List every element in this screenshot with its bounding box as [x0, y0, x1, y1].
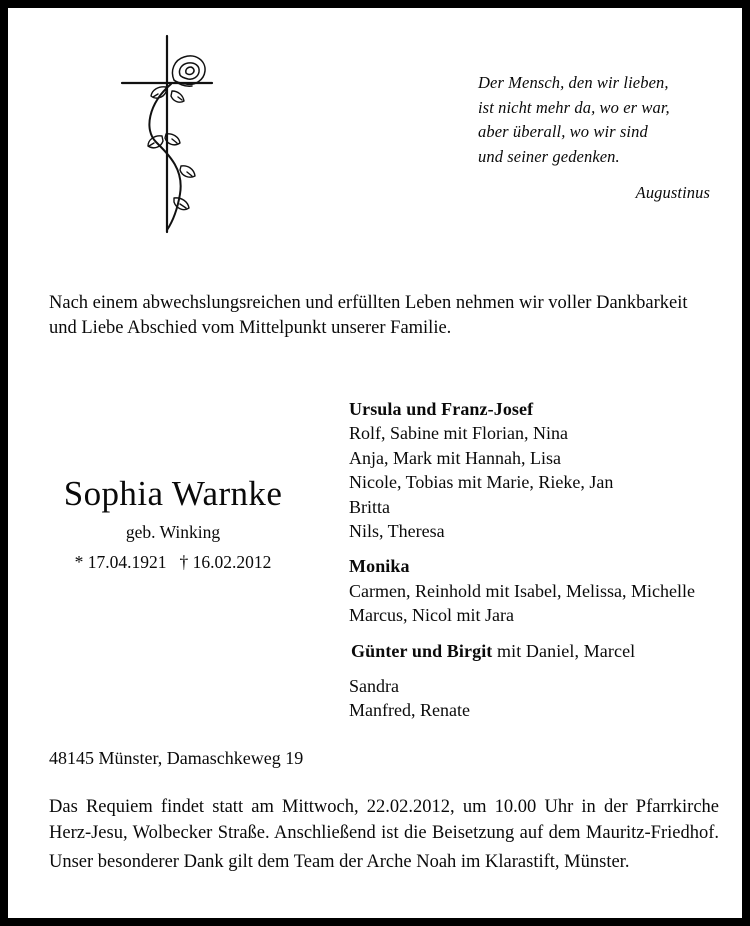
survivor-group	[349, 674, 724, 723]
birth-date: * 17.04.1921	[74, 552, 167, 572]
survivor-group	[349, 639, 724, 663]
epigraph-line-3: aber überall, wo wir sind	[478, 122, 648, 141]
survivor-member: Rolf, Sabine mit Florian, Nina	[349, 423, 568, 444]
death-date: † 16.02.2012	[179, 552, 272, 572]
closing-information	[49, 794, 719, 875]
survivor-member: Sandra	[349, 676, 399, 697]
survivor-group-head-name: Ursula und Franz-Josef	[349, 399, 534, 419]
cross-with-rose-vine-icon	[108, 30, 238, 240]
survivor-group	[349, 397, 724, 543]
obituary-sheet	[8, 8, 742, 918]
epigraph-line-1: Der Mensch, den wir lieben,	[478, 73, 669, 92]
deceased-name: Sophia Warnke	[63, 474, 283, 513]
survivor-group-head-name: Günter und Birgit	[351, 640, 493, 661]
epigraph-quote	[478, 71, 710, 206]
deceased-dates	[28, 550, 318, 574]
survivor-member: Nicole, Tobias mit Marie, Rieke, Jan	[349, 472, 614, 493]
survivor-group-head-name: Monika	[349, 556, 410, 577]
survivor-member: Carmen, Reinhold mit Isabel, Melissa, Michelle	[349, 580, 695, 601]
survivors-list	[349, 397, 724, 723]
survivor-member: Manfred, Renate	[349, 700, 470, 721]
deceased-maiden-name: geb. Winking	[125, 522, 221, 542]
intro-paragraph: Nach einem abwechslungsreichen und erfüllten Leben nehmen wir voller Dankbarkeit und Liebe Abschied vom Mittelpunkt unserer Familie.	[49, 293, 688, 338]
epigraph-line-4: und seiner gedenken.	[478, 146, 620, 166]
epigraph-attribution: Augustinus	[635, 183, 710, 202]
epigraph-line-2: ist nicht mehr da, wo er war,	[478, 97, 670, 117]
survivor-group	[349, 554, 724, 627]
survivor-member: Marcus, Nicol mit Jara	[349, 605, 514, 626]
thanks-paragraph: Unser besonderer Dank gilt dem Team der Arche Noah im Klarastift, Münster.	[49, 852, 630, 872]
deceased-name-block	[28, 474, 318, 574]
survivor-group-head-rest: mit Daniel, Marcel	[492, 640, 636, 661]
survivor-member: Nils, Theresa	[349, 521, 445, 542]
survivor-member: Anja, Mark mit Hannah, Lisa	[349, 447, 561, 468]
survivor-group-head	[349, 554, 724, 578]
survivor-group-head	[349, 397, 724, 421]
survivor-member: Britta	[349, 496, 390, 517]
survivor-group-head	[349, 639, 724, 663]
address-line: 48145 Münster, Damaschkeweg 19	[49, 748, 304, 768]
requiem-paragraph: Das Requiem findet statt am Mittwoch, 22.02.2012, um 10.00 Uhr in der Pfarrkirche Herz-Jesu, Wolbecker Straße. Anschließend ist die Beisetzung auf dem Mauritz-Friedhof.	[49, 797, 719, 843]
